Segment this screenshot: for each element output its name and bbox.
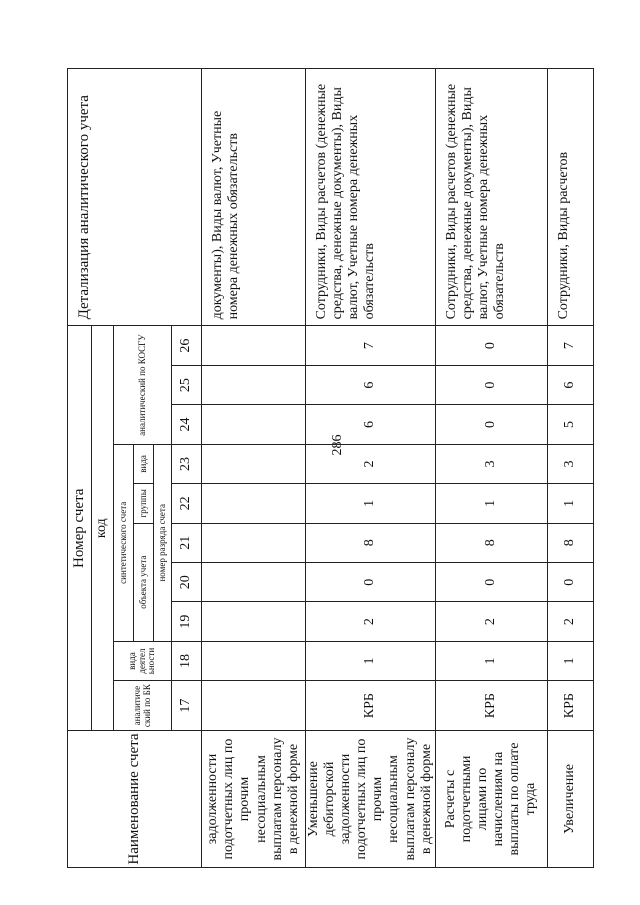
row-cell: 2	[435, 602, 547, 641]
digit-24: 24	[172, 405, 202, 444]
row-cell: 5	[547, 405, 593, 444]
row-cell: 1	[306, 641, 436, 680]
table-row	[547, 69, 593, 868]
row-cell: 1	[306, 484, 436, 523]
row-cell: 0	[547, 562, 593, 601]
row-cell: 0	[306, 562, 436, 601]
row-cell: КРБ	[435, 681, 547, 731]
accounts-table	[67, 68, 594, 868]
row-cell: 0	[435, 326, 547, 365]
header-account-object: объекта учета	[134, 523, 154, 641]
digit-18: 18	[172, 641, 202, 680]
row-cell: 8	[435, 523, 547, 562]
row-name: Увеличение	[547, 731, 593, 868]
row-cell: 0	[435, 365, 547, 404]
row-cell: 2	[306, 444, 436, 483]
row-cell	[202, 484, 306, 523]
row-cell: 8	[547, 523, 593, 562]
row-cell	[202, 405, 306, 444]
row-cell	[202, 444, 306, 483]
row-cell: 2	[306, 602, 436, 641]
header-account-name: Наименование счета	[68, 731, 202, 868]
header-analytic-kosgu: аналитический по КОСГУ	[114, 326, 172, 444]
row-cell: 6	[547, 365, 593, 404]
row-cell: 8	[306, 523, 436, 562]
header-activity-type: вида деятел ьности	[114, 641, 172, 680]
header-synthetic: синтетического счета	[114, 444, 134, 641]
digit-23: 23	[172, 444, 202, 483]
row-cell	[202, 326, 306, 365]
row-detail: Сотрудники, Виды расчетов	[547, 69, 593, 326]
header-detail: Детализация аналитического учета	[68, 69, 202, 326]
row-cell	[202, 602, 306, 641]
header-kind: вида	[134, 444, 154, 483]
row-cell	[202, 641, 306, 680]
row-detail: документы), Виды валют, Учетные номера денежных обязательств	[202, 69, 306, 326]
digit-25: 25	[172, 365, 202, 404]
row-cell: 1	[435, 641, 547, 680]
row-cell: 6	[306, 365, 436, 404]
row-name: Расчеты с подотчетными лицами по начислениям на выплаты по оплате труда	[435, 731, 547, 868]
row-cell	[202, 523, 306, 562]
row-cell: 0	[435, 405, 547, 444]
row-cell: 7	[547, 326, 593, 365]
row-cell: 2	[547, 602, 593, 641]
header-code: код	[92, 326, 114, 731]
row-detail: Сотрудники, Виды расчетов (денежные средства, денежные документы), Виды валют, Учетные номера денежных обязательств	[306, 69, 436, 326]
row-cell: 1	[547, 484, 593, 523]
row-detail: Сотрудники, Виды расчетов (денежные средства, денежные документы), Виды валют, Учетные номера денежных обязательств	[435, 69, 547, 326]
row-cell: 1	[435, 484, 547, 523]
digit-20: 20	[172, 562, 202, 601]
digit-21: 21	[172, 523, 202, 562]
row-cell: 6	[306, 405, 436, 444]
row-cell: 0	[435, 562, 547, 601]
row-name: задолженности подотчетных лиц по прочим несоциальным выплатам персоналу в денежной форме	[202, 731, 306, 868]
row-cell: КРБ	[306, 681, 436, 731]
header-account-number: Номер счета	[68, 326, 92, 731]
table-row	[202, 69, 306, 868]
digit-22: 22	[172, 484, 202, 523]
table-row	[435, 69, 547, 868]
row-cell: КРБ	[547, 681, 593, 731]
header-analytic-bk: аналитиче ский по БК	[114, 681, 172, 731]
row-name: Уменьшение дебиторской задолженности подотчетных лиц по прочим несоциальным выплатам персоналу в денежной форме	[306, 731, 436, 868]
row-cell: 7	[306, 326, 436, 365]
row-cell	[202, 681, 306, 731]
row-cell: 3	[435, 444, 547, 483]
row-cell: 3	[547, 444, 593, 483]
table-row	[306, 69, 436, 868]
rotated-table-container	[67, 68, 587, 868]
header-groups: группы	[134, 484, 154, 523]
digit-17: 17	[172, 681, 202, 731]
digit-19: 19	[172, 602, 202, 641]
page-number: 286	[330, 434, 345, 456]
row-cell	[202, 562, 306, 601]
row-cell	[202, 365, 306, 404]
digit-26: 26	[172, 326, 202, 365]
row-cell: 1	[547, 641, 593, 680]
header-digit-number: номер разряда счета	[154, 444, 172, 641]
